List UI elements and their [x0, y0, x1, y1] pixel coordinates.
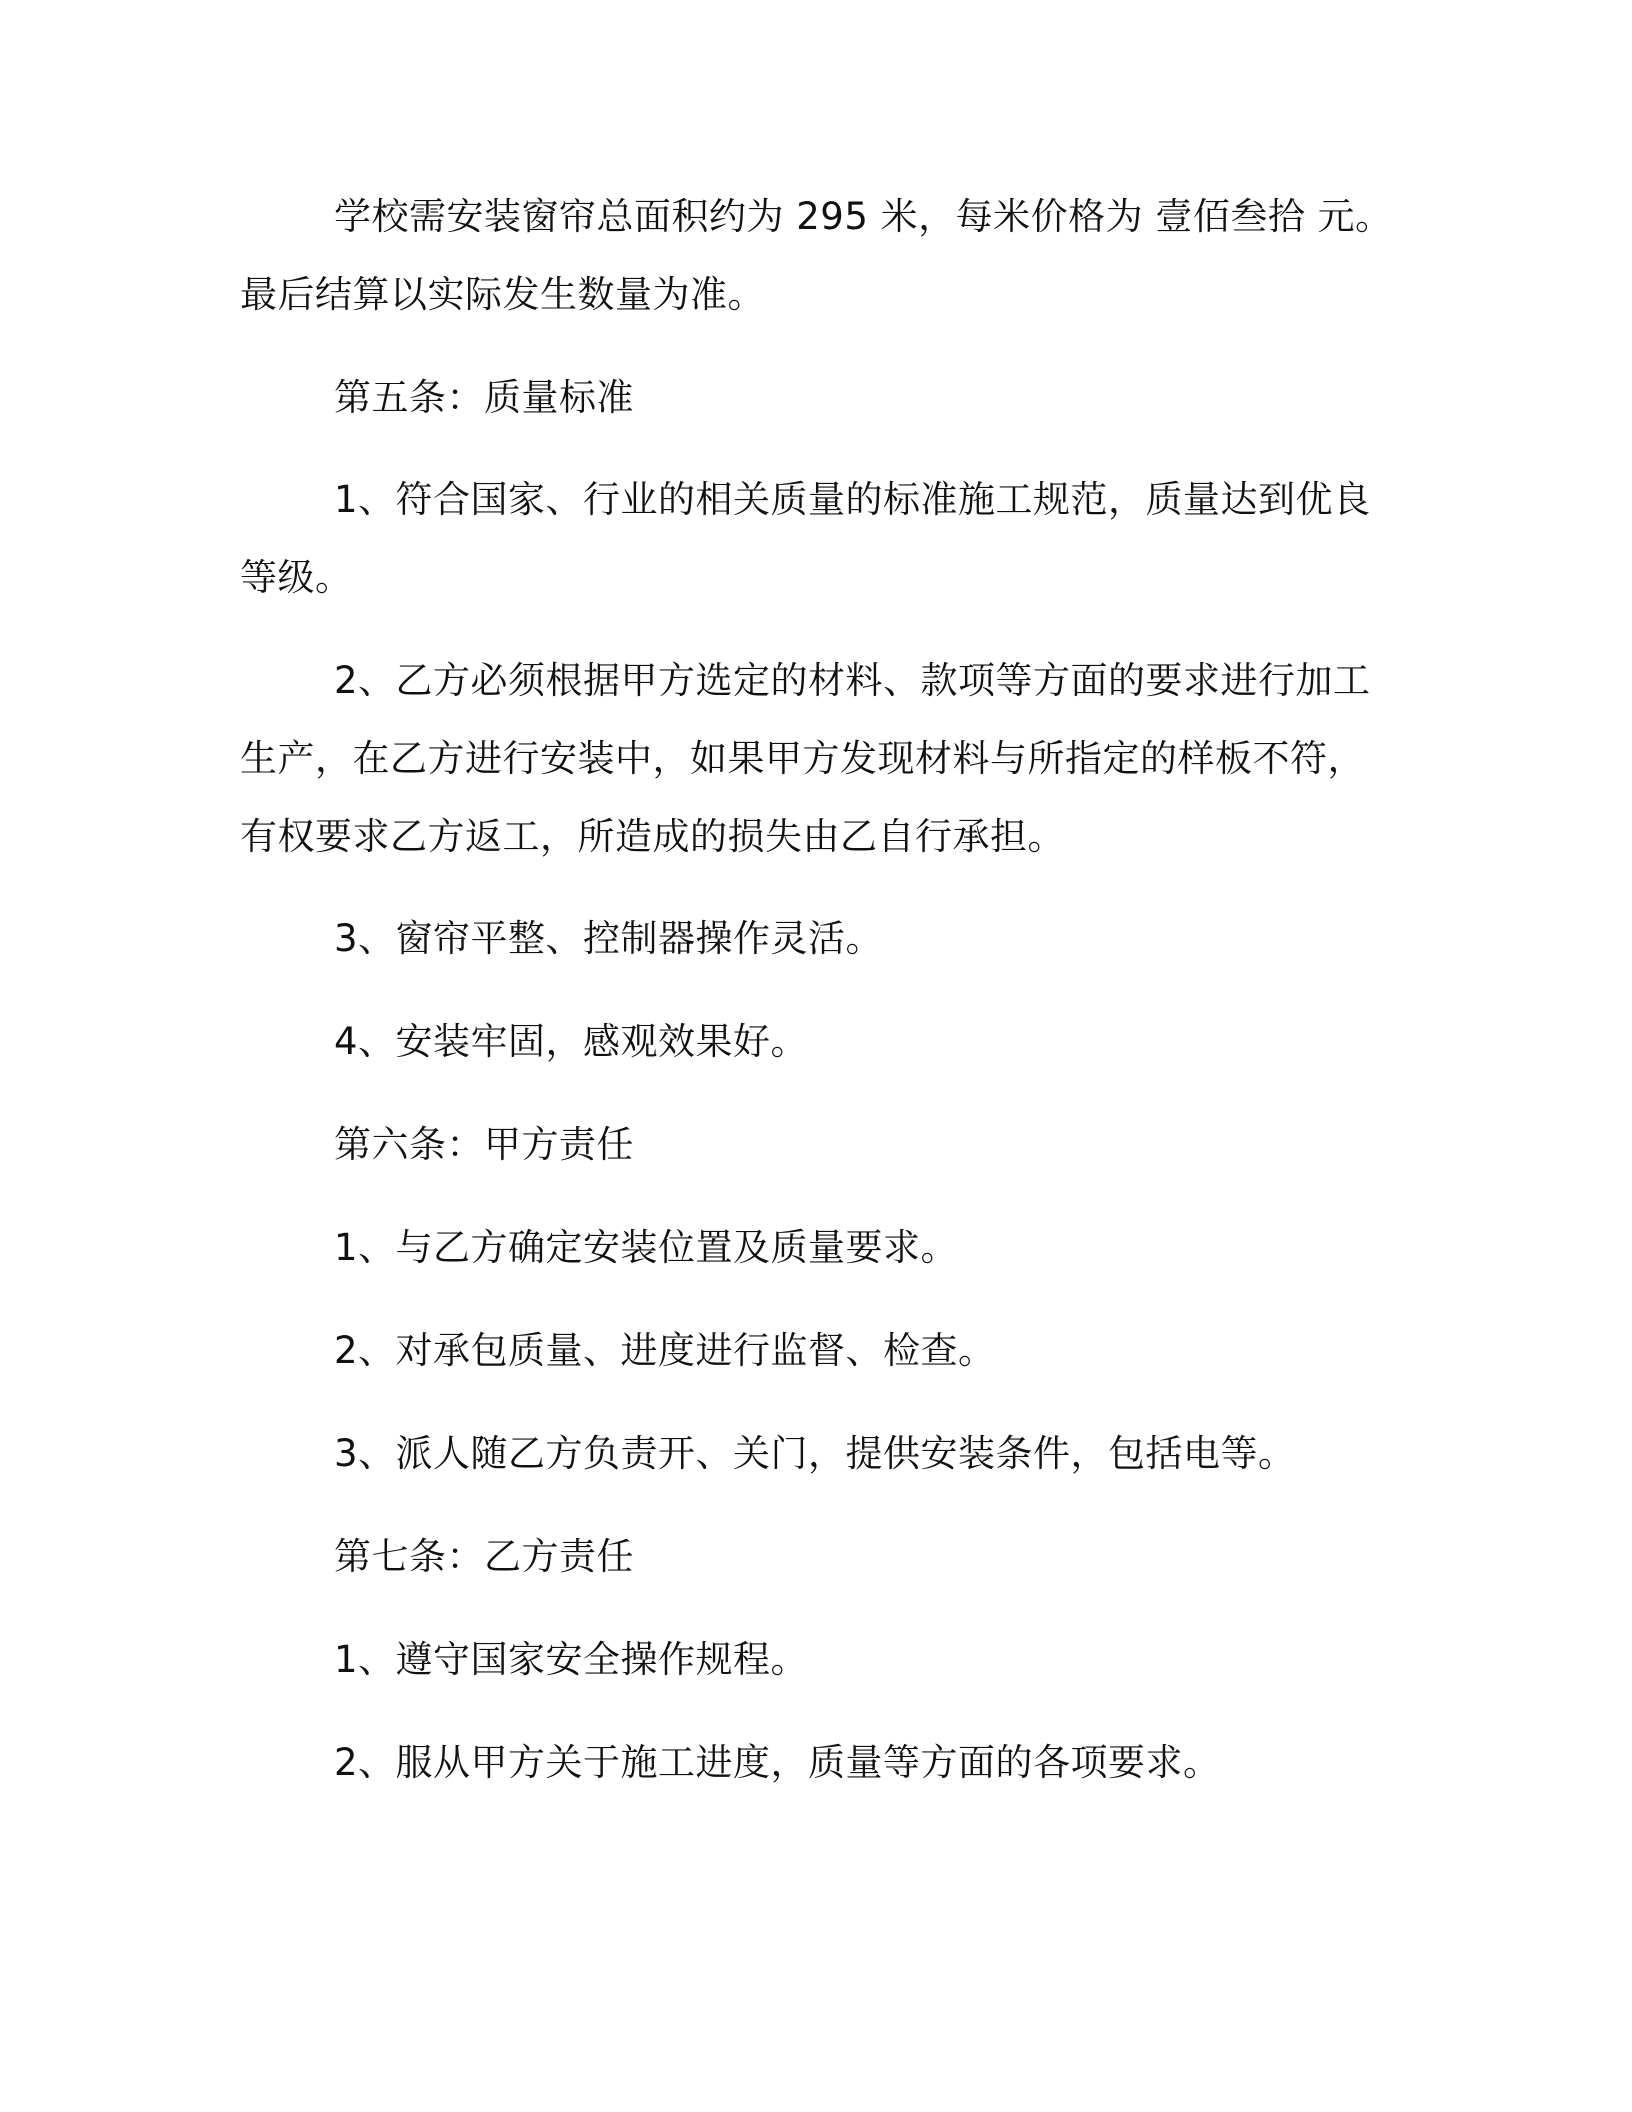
heading-text: 第七条：乙方责任 — [334, 1535, 634, 1578]
text-line: 最后结算以实际发生数量为准。 — [240, 273, 765, 316]
text-line: 2、对承包质量、进度进行监督、检查。 — [334, 1329, 996, 1372]
text-line: 1、遵守国家安全操作规程。 — [334, 1638, 809, 1681]
text-line: 3、派人随乙方负责开、关门，提供安装条件，包括电等。 — [334, 1432, 1296, 1475]
heading-text: 第五条：质量标准 — [334, 376, 634, 419]
paragraph-quality-2 — [240, 642, 1371, 876]
paragraph-party-a-2 — [240, 1312, 1365, 1390]
paragraph-party-a-1 — [240, 1209, 1365, 1287]
text-line: 有权要求乙方返工，所造成的损失由乙自行承担。 — [240, 815, 1065, 858]
paragraph-quality-3 — [240, 900, 1365, 978]
heading-text: 第六条：甲方责任 — [334, 1123, 634, 1166]
paragraph-party-b-1 — [240, 1621, 1365, 1699]
paragraph-quality-1 — [240, 461, 1371, 617]
section-heading-quality-standard — [240, 359, 1365, 437]
section-heading-party-a — [240, 1106, 1365, 1184]
text-line: 1、符合国家、行业的相关质量的标准施工规范，质量达到优良 — [334, 478, 1371, 521]
text-line: 2、乙方必须根据甲方选定的材料、款项等方面的要求进行加工 — [334, 659, 1371, 702]
section-heading-party-b — [240, 1518, 1365, 1596]
text-line: 等级。 — [240, 556, 353, 599]
text-line: 2、服从甲方关于施工进度，质量等方面的各项要求。 — [334, 1741, 1221, 1784]
paragraph-area-price — [240, 178, 1393, 334]
text-line: 4、安装牢固，感观效果好。 — [334, 1020, 809, 1063]
text-line: 1、与乙方确定安装位置及质量要求。 — [334, 1226, 959, 1269]
text-line: 生产，在乙方进行安装中，如果甲方发现材料与所指定的样板不符， — [240, 737, 1365, 780]
paragraph-party-a-3 — [240, 1415, 1365, 1493]
text-line: 学校需安装窗帘总面积约为 295 米，每米价格为 壹佰叁拾 元。 — [334, 195, 1393, 238]
text-line: 3、窗帘平整、控制器操作灵活。 — [334, 917, 884, 960]
paragraph-party-b-2 — [240, 1724, 1365, 1802]
paragraph-quality-4 — [240, 1003, 1365, 1081]
